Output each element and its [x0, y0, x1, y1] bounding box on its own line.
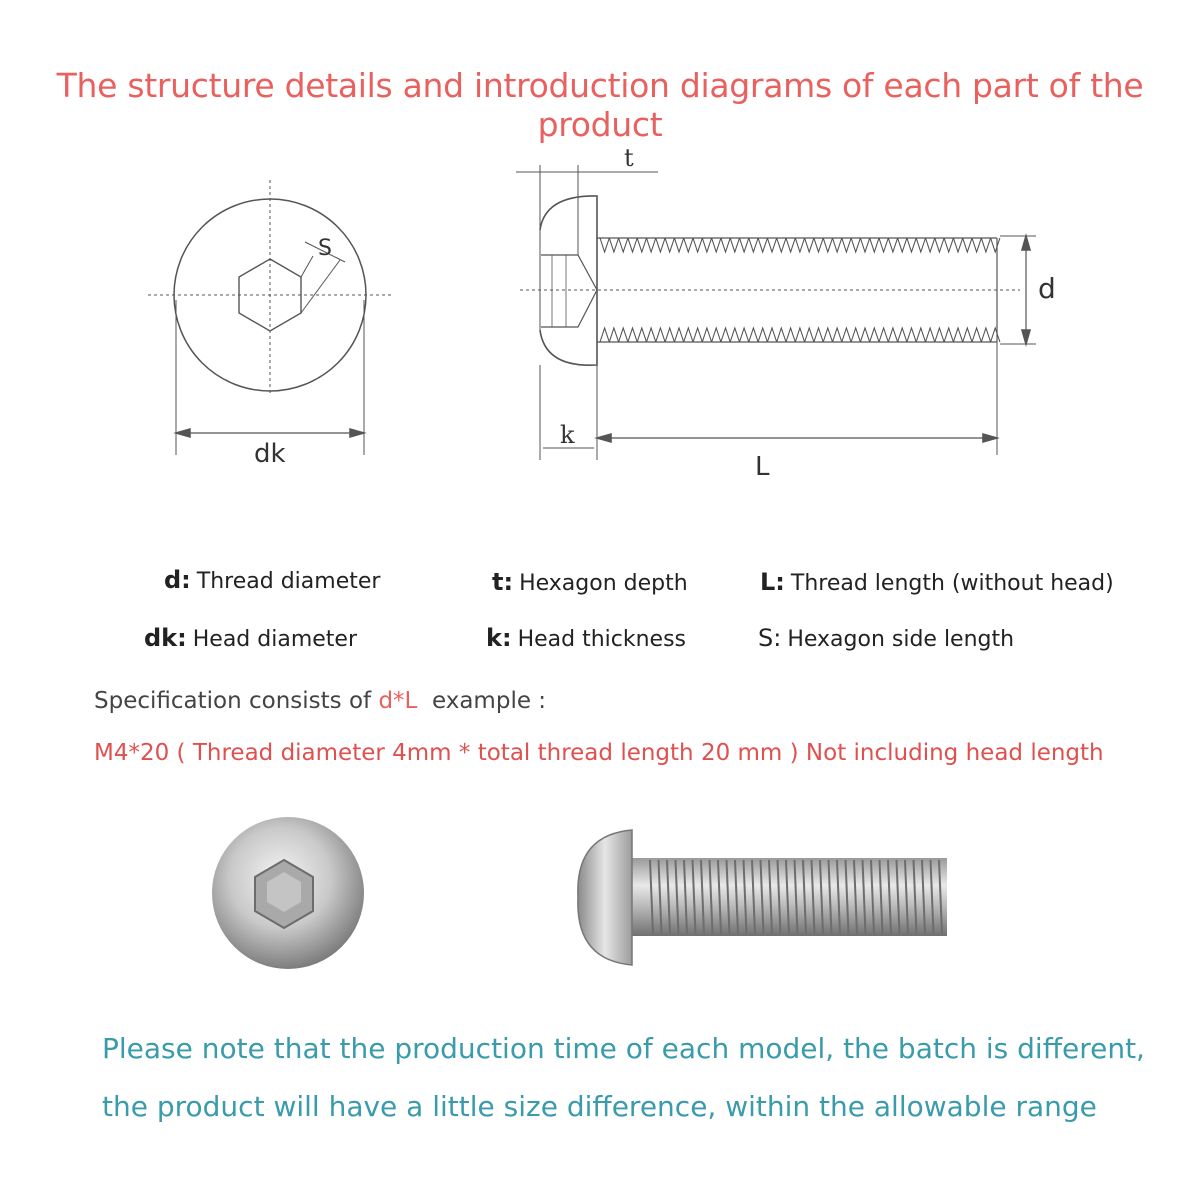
spec-line: Specification consists of d*L example : — [94, 688, 547, 714]
label-t: t — [624, 144, 634, 172]
page-title: The structure details and introduction diagrams of each part of the product — [56, 66, 1144, 144]
label-dk: dk — [254, 439, 286, 469]
legend-k: k: Head thickness — [486, 624, 686, 652]
note-line-2: the product will have a little size difference, within the allowable range — [102, 1090, 1097, 1123]
label-d: d — [1038, 272, 1056, 305]
spec-example: M4*20 ( Thread diameter 4mm * total thread length 20 mm ) Not including head length — [94, 740, 1104, 766]
photo-head-top — [212, 817, 364, 969]
label-l: L — [755, 452, 770, 482]
legend-t: t: Hexagon depth — [492, 568, 688, 596]
legend-d: d: Thread diameter — [164, 566, 381, 594]
legend-l: L: Thread length (without head) — [760, 568, 1114, 596]
photo-screw-side — [578, 830, 947, 965]
legend-dk: dk: Head diameter — [144, 624, 357, 652]
legend-s: S: Hexagon side length — [758, 624, 1015, 652]
label-k: k — [560, 421, 575, 449]
note-line-1: Please note that the production time of each model, the batch is different, — [102, 1032, 1145, 1065]
label-s: S — [318, 236, 332, 261]
